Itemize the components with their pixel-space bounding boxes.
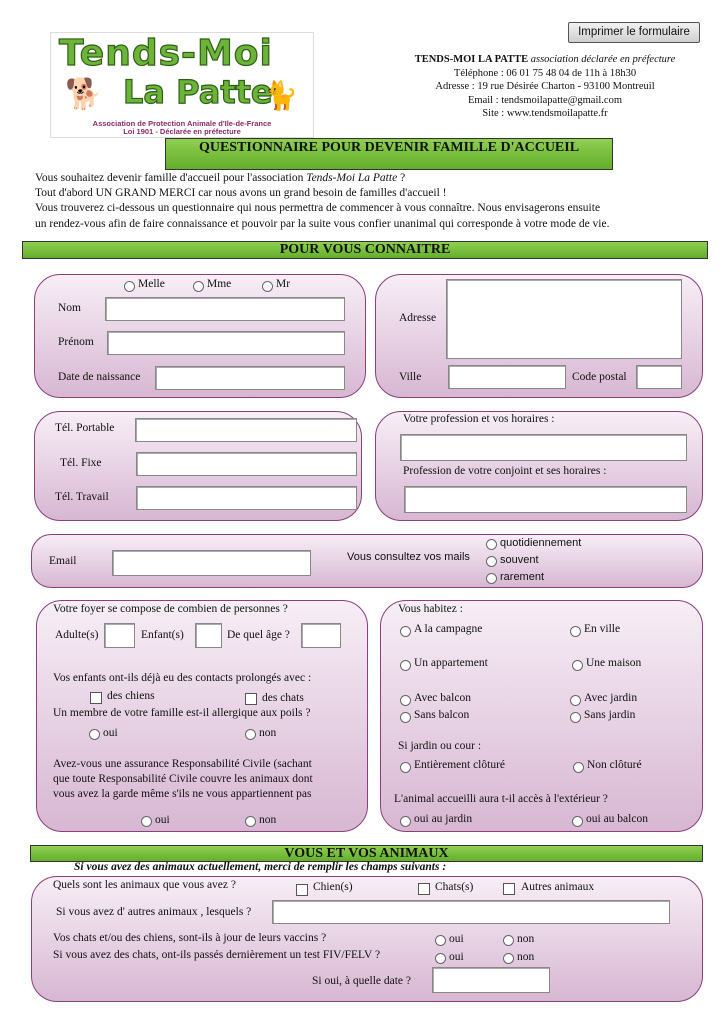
with-balcony-radio[interactable] (400, 695, 411, 706)
outdoor-balcony-label: oui au balcon (586, 813, 648, 825)
dogs-contact-label: des chiens (107, 690, 155, 702)
animals-section-instruction: Si vous avez des animaux actuellement, merci de remplir les champs suivants : (74, 861, 447, 873)
insurance-question-3: vous avez la garde même s'ils ne vous appartiennent pas (53, 788, 312, 800)
work-phone-input[interactable] (136, 486, 357, 510)
address-input[interactable] (446, 279, 682, 359)
age-label: De quel âge ? (227, 629, 290, 641)
vaccines-question: Vos chats et/ou des chiens, sont-ils à jour de leurs vaccins ? (53, 932, 327, 944)
cats-label: Chats(s) (435, 881, 474, 893)
intro-line2: Tout d'abord UN GRAND MERCI car nous avons un grand besoin de familles d'accueil ! (35, 187, 447, 200)
contact-site: Site : www.tendsmoilapatte.fr (482, 108, 608, 119)
landline-input[interactable] (136, 452, 357, 476)
main-title: QUESTIONNAIRE POUR DEVENIR FAMILLE D'ACCUEIL (165, 138, 613, 170)
mr-label: Mr (276, 278, 291, 290)
intro-line3: Vous trouverez ci-dessous un questionnaire qui nous permettra de commencer à vous connaître. Nous envisagerons ensuite (35, 202, 601, 215)
mobile-phone-label: Tél. Portable (55, 422, 115, 434)
logo-subtitle-1: Association de Protection Animale d'Ile-de-France (92, 119, 272, 128)
insurance-no-label: non (259, 814, 277, 826)
city-radio[interactable] (570, 626, 581, 637)
fiv-no-radio[interactable] (503, 953, 514, 964)
melle-radio[interactable] (124, 281, 135, 292)
dogs-checkbox[interactable] (296, 884, 308, 896)
adults-label: Adulte(s) (55, 629, 99, 641)
intro-text (35, 171, 705, 232)
test-date-label: Si oui, à quelle date ? (312, 975, 411, 987)
print-form-button[interactable]: Imprimer le formulaire (568, 22, 700, 43)
not-fenced-label: Non clôturé (587, 759, 642, 771)
outdoor-garden-radio[interactable] (400, 816, 411, 827)
vaccines-no-radio[interactable] (503, 935, 514, 946)
allergy-yes-label: oui (103, 727, 118, 739)
insurance-question-2: que toute Responsabilité Civile couvre les animaux dont (53, 773, 313, 785)
children-label: Enfant(s) (141, 629, 184, 641)
nom-label: Nom (58, 302, 81, 314)
fiv-yes-label: oui (449, 951, 464, 963)
email-frequency-question: Vous consultez vos mails (347, 551, 470, 563)
adults-input[interactable] (104, 623, 135, 648)
mr-radio[interactable] (262, 281, 273, 292)
dogs-contact-checkbox[interactable] (90, 692, 102, 704)
prenom-label: Prénom (58, 336, 94, 348)
allergy-yes-radio[interactable] (89, 729, 100, 740)
insurance-yes-label: oui (155, 814, 170, 826)
outdoor-balcony-radio[interactable] (572, 816, 583, 827)
with-garden-radio[interactable] (570, 695, 581, 706)
other-animals-checkbox[interactable] (503, 883, 515, 895)
spouse-profession-input[interactable] (404, 486, 687, 513)
vaccines-no-label: non (517, 933, 535, 945)
email-input[interactable] (112, 550, 311, 576)
outdoor-garden-label: oui au jardin (414, 813, 473, 825)
section-title-connaitre: POUR VOUS CONNAITRE (22, 241, 708, 259)
city-label: En ville (584, 623, 621, 635)
work-phone-label: Tél. Travail (55, 491, 109, 503)
profession-question: Votre profession et vos horaires : (403, 413, 555, 425)
other-animals-label: Autres animaux (521, 881, 595, 893)
cats-contact-checkbox[interactable] (245, 693, 257, 705)
dob-label: Date de naissance (58, 371, 141, 383)
section-title-animals: VOUS ET VOS ANIMAUX (30, 845, 703, 862)
garden-question: Si jardin ou cour : (398, 740, 482, 752)
cats-contact-label: des chats (262, 692, 304, 704)
household-question: Votre foyer se compose de combien de personnes ? (53, 603, 288, 615)
contact-block (380, 53, 710, 121)
rarely-label: rarement (500, 571, 545, 583)
insurance-no-radio[interactable] (245, 816, 256, 827)
fully-fenced-radio[interactable] (400, 762, 411, 773)
other-animals-input[interactable] (272, 900, 670, 924)
with-garden-label: Avec jardin (584, 692, 638, 704)
children-input[interactable] (195, 623, 222, 648)
allergy-question: Un membre de votre famille est-il allergique aux poils ? (53, 707, 311, 719)
dogs-label: Chien(s) (313, 881, 353, 893)
apartment-label: Un appartement (414, 657, 488, 669)
housing-question: Vous habitez : (398, 603, 463, 615)
house-radio[interactable] (572, 660, 583, 671)
often-radio[interactable] (486, 556, 497, 567)
allergy-no-radio[interactable] (245, 729, 256, 740)
profession-input[interactable] (400, 434, 687, 461)
dob-input[interactable] (155, 366, 345, 390)
fiv-no-label: non (517, 951, 535, 963)
often-label: souvent (500, 554, 539, 566)
org-name: TENDS-MOI LA PATTE (414, 54, 529, 65)
intro-association-name: Tends-Moi La Patte (306, 172, 398, 184)
cat-icon: 🐈 (263, 81, 298, 112)
prenom-input[interactable] (107, 331, 345, 355)
dog-icon: 🐕 (65, 78, 103, 111)
email-label: Email (49, 555, 77, 567)
contact-email: Email : tendsmoilapatte@gmail.com (467, 94, 622, 106)
no-garden-radio[interactable] (570, 712, 581, 723)
melle-label: Melle (138, 278, 165, 290)
contact-address: Adresse : 19 rue Désirée Charton - 93100 Montreuil (435, 81, 655, 92)
landline-label: Tél. Fixe (60, 457, 102, 469)
intro-line1-end: ? (397, 172, 406, 184)
children-contact-question: Vos enfants ont-ils déjà eu des contacts prolongés avec : (53, 672, 312, 684)
house-label: Une maison (586, 657, 642, 669)
postal-code-label: Code postal (572, 371, 627, 383)
no-balcony-radio[interactable] (400, 712, 411, 723)
fiv-yes-radio[interactable] (435, 953, 446, 964)
countryside-label: A la campagne (414, 623, 483, 635)
daily-label: quotidiennement (500, 537, 582, 549)
nom-input[interactable] (105, 297, 345, 321)
animals-question: Quels sont les animaux que vous avez ? (53, 879, 236, 891)
association-logo (50, 32, 314, 138)
postal-code-input[interactable] (636, 365, 682, 389)
intro-line4: un rendez-vous afin de faire connaissance et pouvoir par la suite vous confier unanimal qui corresponde à votre mode de vie. (35, 217, 610, 230)
daily-radio[interactable] (486, 539, 497, 550)
age-input[interactable] (301, 623, 341, 648)
fiv-test-question: Si vous avez des chats, ont-ils passés dernièrement un test FIV/FELV ? (53, 949, 381, 961)
not-fenced-radio[interactable] (573, 762, 584, 773)
test-date-input[interactable] (432, 967, 550, 993)
contact-phone: Téléphone : 06 01 75 48 04 de 11h à 18h30 (453, 67, 637, 79)
other-animals-question: Si vous avez d' autres animaux , lesquels ? (56, 906, 252, 918)
insurance-yes-radio[interactable] (141, 816, 152, 827)
insurance-question-1: Avez-vous une assurance Responsabilité Civile (sachant (53, 758, 312, 770)
logo-line2: La Patte (123, 73, 273, 111)
ville-label: Ville (399, 371, 422, 383)
ville-input[interactable] (448, 365, 566, 389)
intro-line1: Vous souhaitez devenir famille d'accueil pour l'association (35, 172, 307, 184)
spouse-profession-question: Profession de votre conjoint et ses horaires : (403, 465, 607, 477)
vaccines-yes-label: oui (449, 933, 464, 945)
rarely-radio[interactable] (486, 573, 497, 584)
outdoor-access-question: L'animal accueilli aura t-il accès à l'extérieur ? (394, 793, 608, 805)
mme-label: Mme (207, 278, 232, 290)
vaccines-yes-radio[interactable] (435, 935, 446, 946)
apartment-radio[interactable] (400, 660, 411, 671)
org-status: association déclarée en préfecture (528, 54, 676, 65)
logo-line1: Tends-Moi (59, 33, 273, 74)
mobile-phone-input[interactable] (135, 418, 357, 442)
no-balcony-label: Sans balcon (414, 709, 470, 721)
cats-checkbox[interactable] (418, 883, 430, 895)
fully-fenced-label: Entièrement clôturé (414, 759, 506, 771)
countryside-radio[interactable] (400, 626, 411, 637)
address-label: Adresse (399, 312, 437, 324)
logo-subtitle-2: Loi 1901 - Déclarée en préfecture (123, 127, 241, 136)
no-garden-label: Sans jardin (584, 709, 636, 721)
mme-radio[interactable] (193, 281, 204, 292)
allergy-no-label: non (259, 727, 277, 739)
with-balcony-label: Avec balcon (414, 692, 471, 704)
